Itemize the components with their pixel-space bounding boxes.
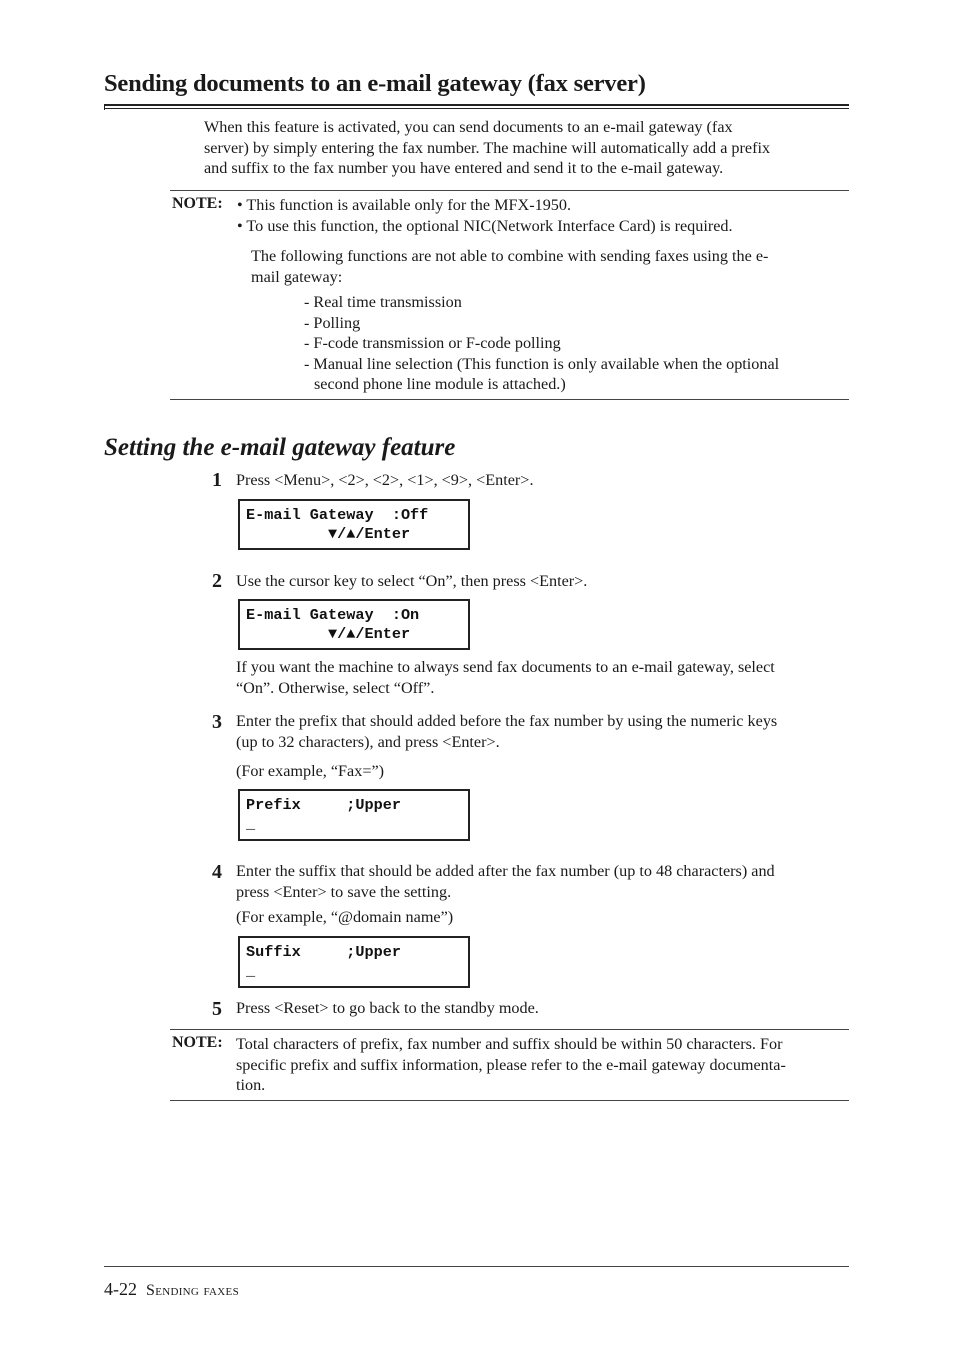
lcd-cursor: _ [246,961,256,980]
step-3-text-1: Enter the prefix that should added before the fax number by using the numeric keys [236,712,778,730]
lcd-line: E-mail Gateway :Off [246,506,429,524]
step-3-number: 3 [212,711,222,733]
note1-bottom-rule [170,399,849,400]
step-2-text: Use the cursor key to select “On”, then press <Enter>. [236,572,588,590]
note1-item-4: - Manual line selection (This function is only available when the optional [304,354,780,373]
page-footer [104,1279,239,1300]
step-5-text: Press <Reset> to go back to the standby mode. [236,999,539,1017]
lcd-line: ▼/▲/Enter [246,624,411,643]
note2-top-rule [170,1029,849,1030]
note2-label: NOTE: [172,1034,223,1051]
lcd-line: Prefix ;Upper [246,796,401,814]
intro-line-2: server) by simply entering the fax number. The machine will automatically add a prefix [204,138,771,157]
note2-line-1: Total characters of prefix, fax number and suffix should be within 50 characters. For [236,1035,783,1053]
lcd-cursor: _ [246,814,256,833]
note1-top-rule [170,190,849,191]
title-rule-cap [104,104,105,110]
note1-item-2: - Polling [304,313,361,332]
step-2-after-2: “On”. Otherwise, select “Off”. [236,678,435,697]
step-2-after-1: If you want the machine to always send fax documents to an e-mail gateway, select [236,658,775,676]
step-4-example: (For example, “@domain name”) [236,908,454,926]
subsection-title: Setting the e-mail gateway feature [104,434,456,461]
note1-item-3: - F-code transmission or F-code polling [304,334,561,352]
note1-item-1: - Real time transmission [304,293,462,311]
lcd-display-step-2 [238,599,470,650]
step-4-text-2: press <Enter> to save the setting. [236,882,452,901]
section-title: Sending documents to an e-mail gateway (fax server) [104,70,646,97]
note1-para-1: The following functions are not able to combine with sending faxes using the e- [251,247,769,265]
lcd-line: Suffix ;Upper [246,943,401,961]
step-1-number: 1 [212,469,222,491]
lcd-display-step-3 [238,789,470,841]
note2-bottom-rule [170,1100,849,1101]
step-4-text-1: Enter the suffix that should be added after the fax number (up to 48 characters) and [236,862,775,880]
note1-bullet-2: • To use this function, the optional NIC(Network Interface Card) is required. [237,216,733,235]
chapter-name: Sending faxes [146,1282,239,1299]
note1-label: NOTE: [172,195,223,212]
step-2-number: 2 [212,570,222,592]
note2-line-3: tion. [236,1076,266,1094]
lcd-display-step-1 [238,499,470,550]
lcd-display-step-4 [238,936,470,988]
page-number: 4-22 [104,1279,137,1299]
step-3-example: (For example, “Fax=”) [236,762,385,780]
intro-line-3: and suffix to the fax number you have entered and send it to the e-mail gateway. [204,159,724,177]
note1-item-4-cont: second phone line module is attached.) [314,375,566,393]
step-4-number: 4 [212,861,222,883]
lcd-line: ▼/▲/Enter [246,524,411,543]
title-rule-thin [104,108,849,109]
step-3-text-2: (up to 32 characters), and press <Enter>. [236,732,500,751]
lcd-line: E-mail Gateway :On [246,606,420,624]
step-5-number: 5 [212,998,222,1020]
note1-bullet-1: • This function is available only for the MFX-1950. [237,196,572,214]
intro-line-1: When this feature is activated, you can send documents to an e-mail gateway (fax [204,118,733,136]
step-1-text: Press <Menu>, <2>, <2>, <1>, <9>, <Enter>. [236,471,534,489]
note2-line-2: specific prefix and suffix information, please refer to the e-mail gateway documenta- [236,1055,786,1074]
note1-para-2: mail gateway: [251,267,343,286]
footer-rule [104,1266,849,1267]
title-rule-thick [104,104,849,106]
